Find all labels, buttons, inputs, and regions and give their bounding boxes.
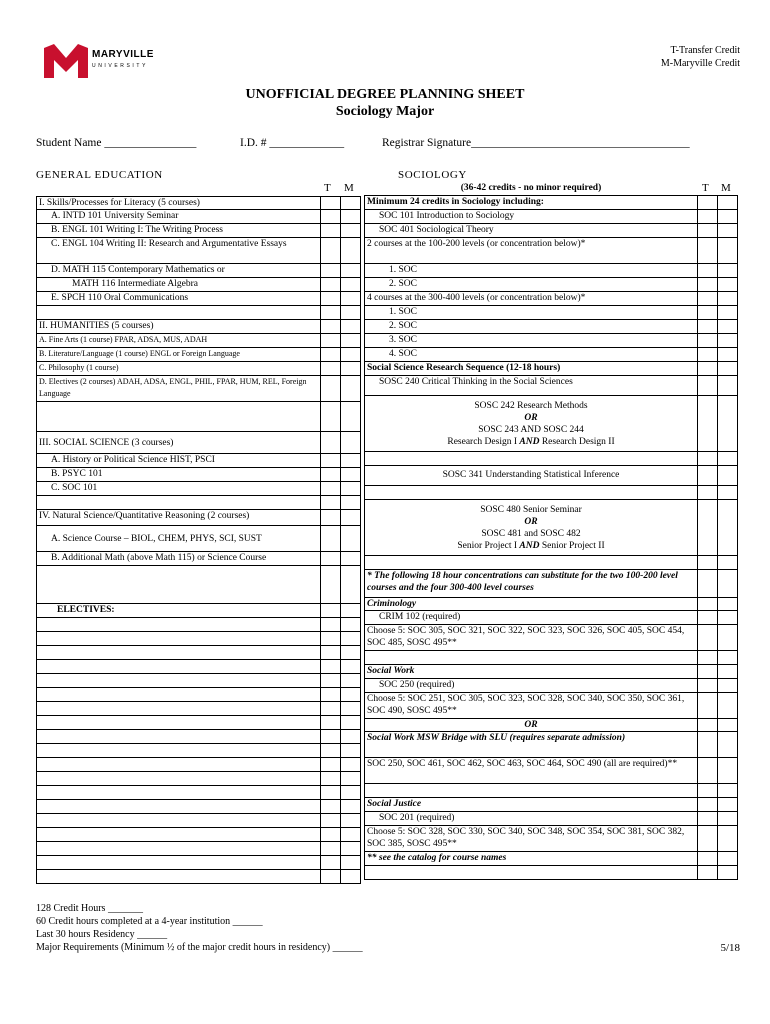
t-checkbox[interactable] [321,618,341,632]
credits-note: (36-42 credits - no minor required) [365,182,698,195]
m-checkbox[interactable] [718,555,738,569]
gen-ed-table [36,196,361,884]
left-m-header: M [344,182,354,194]
t-checkbox[interactable] [321,468,341,482]
m-checkbox[interactable] [718,237,738,263]
m-checkbox[interactable] [718,361,738,375]
t-checkbox[interactable] [698,650,718,664]
t-checkbox[interactable] [698,555,718,569]
t-checkbox[interactable] [321,482,341,496]
t-checkbox[interactable] [698,451,718,465]
m-checkbox[interactable] [341,842,361,856]
gen-ed-row: A. Fine Arts (1 course) FPAR, ADSA, MUS, ADAH [37,334,321,348]
title-line2: Sociology Major [335,104,435,119]
major-residency-line[interactable]: Major Requirements (Minimum ½ of the major credit hours in residency) ______ [36,942,363,953]
elective-row[interactable] [37,660,321,674]
soc-row: SOSC 341 Understanding Statistical Inference [365,465,698,485]
m-checkbox[interactable] [341,306,361,320]
t-checkbox[interactable] [321,376,341,402]
social-work-heading: Social Work [365,664,698,678]
research-design [367,436,695,448]
page-title [0,86,770,120]
t-checkbox[interactable] [698,395,718,451]
electives-heading: ELECTIVES: [37,604,321,618]
gen-ed-row: III. SOCIAL SCIENCE (3 courses) [37,432,321,454]
gen-ed-row [37,566,321,604]
m-checkbox[interactable] [718,624,738,650]
sosc242: SOSC 242 Research Methods [474,400,588,411]
t-checkbox[interactable] [321,604,341,618]
m-checkbox[interactable] [718,731,738,757]
m-checkbox[interactable] [718,597,738,610]
t-checkbox[interactable] [698,865,718,879]
m-checkbox[interactable] [718,333,738,347]
t-checkbox[interactable] [698,361,718,375]
m-checkbox[interactable] [341,238,361,264]
m-checkbox[interactable] [718,718,738,731]
t-checkbox[interactable] [698,624,718,650]
m-checkbox[interactable] [341,772,361,786]
m-checkbox[interactable] [341,702,361,716]
t-checkbox[interactable] [321,646,341,660]
t-checkbox[interactable] [321,402,341,432]
m-checkbox[interactable] [718,291,738,305]
m-checkbox[interactable] [718,825,738,851]
m-checkbox[interactable] [718,395,738,451]
gen-ed-row [37,306,321,320]
concentration-note: * The following 18 hour concentrations can substitute for the two 100-200 level courses and the four 300-400 level courses [365,569,698,597]
blank-row [365,783,698,797]
m-checkbox[interactable] [718,664,738,678]
t-checkbox[interactable] [321,800,341,814]
logo-name: MARYVILLE [92,49,154,60]
elective-row[interactable] [37,800,321,814]
gen-ed-row: MATH 116 Intermediate Algebra [37,278,321,292]
rd-part-b: Research Design II [541,436,615,447]
t-checkbox[interactable] [321,264,341,278]
t-checkbox[interactable] [321,454,341,468]
elective-row[interactable] [37,814,321,828]
t-checkbox[interactable] [321,362,341,376]
or-label: OR [524,412,538,423]
m-checkbox[interactable] [341,264,361,278]
gen-ed-row: B. PSYC 101 [37,468,321,482]
gen-ed-row: B. Literature/Language (1 course) ENGL or Foreign Language [37,348,321,362]
m-checkbox[interactable] [341,468,361,482]
residency-line[interactable]: Last 30 hours Residency ______ [36,929,168,940]
t-checkbox[interactable] [698,465,718,485]
m-checkbox[interactable] [341,482,361,496]
registrar-signature-field[interactable]: Registrar Signature______________________________________ [382,137,690,149]
m-checkbox[interactable] [341,210,361,224]
page-version: 5/18 [720,942,740,954]
m-checkbox[interactable] [718,451,738,465]
m-checkbox[interactable] [341,292,361,306]
elective-row[interactable] [37,758,321,772]
elective-row[interactable] [37,688,321,702]
m-checkbox[interactable] [341,646,361,660]
m-checkbox[interactable] [341,526,361,552]
m-checkbox[interactable] [341,758,361,772]
t-checkbox[interactable] [321,292,341,306]
credit-hours-line[interactable]: 128 Credit Hours _______ [36,903,143,914]
m-checkbox[interactable] [718,783,738,797]
credit-legend [661,44,740,70]
gen-ed-row: B. Additional Math (above Math 115) or Science Course [37,552,321,566]
soc-row: SOC 201 (required) [365,811,698,825]
senior-project [367,540,695,552]
soc-row: SOC 250 (required) [365,678,698,692]
sociology-heading: SOCIOLOGY [398,169,467,181]
m-checkbox[interactable] [341,688,361,702]
blank-cell [698,182,718,195]
m-checkbox[interactable] [341,730,361,744]
legend-maryville: M-Maryville Credit [660,58,740,69]
m-checkbox[interactable] [341,604,361,618]
m-checkbox[interactable] [718,678,738,692]
sociology-table [364,182,738,880]
m-checkbox[interactable] [341,566,361,604]
student-name-field[interactable]: Student Name ________________ [36,137,197,149]
t-checkbox[interactable] [698,209,718,223]
blank-row [365,650,698,664]
soc-row: Choose 5: SOC 305, SOC 321, SOC 322, SOC 323, SOC 326, SOC 405, SOC 454, SOC 485, SOSC 495** [365,624,698,650]
m-checkbox[interactable] [341,432,361,454]
t-checkbox[interactable] [698,485,718,499]
id-field[interactable]: I.D. # _____________ [240,137,345,149]
soc-row: 2 courses at the 100-200 levels (or concentration below)* [365,237,698,263]
m-checkbox[interactable] [341,674,361,688]
t-checkbox[interactable] [321,197,341,210]
gen-ed-row: B. ENGL 101 Writing I: The Writing Process [37,224,321,238]
m-checkbox[interactable] [341,402,361,432]
and-label: AND [519,540,540,551]
elective-row[interactable] [37,870,321,884]
t-checkbox[interactable] [698,333,718,347]
m-checkbox[interactable] [718,195,738,209]
t-checkbox[interactable] [698,375,718,395]
t-checkbox[interactable] [698,851,718,865]
t-checkbox[interactable] [321,238,341,264]
gen-ed-row: D. MATH 115 Contemporary Mathematics or [37,264,321,278]
and-label: AND [519,436,540,447]
m-checkbox[interactable] [341,348,361,362]
t-checkbox[interactable] [321,510,341,526]
m-checkbox[interactable] [718,485,738,499]
m-checkbox[interactable] [718,263,738,277]
t-checkbox[interactable] [321,320,341,334]
soc-row: 4 courses at the 300-400 levels (or concentration below)* [365,291,698,305]
t-checkbox[interactable] [698,664,718,678]
soc-row: Choose 5: SOC 328, SOC 330, SOC 340, SOC 348, SOC 354, SOC 381, SOC 382, SOC 385, SOSC 495** [365,825,698,851]
t-checkbox[interactable] [321,842,341,856]
m-checkbox[interactable] [341,828,361,842]
gen-ed-row [37,238,321,264]
m-checkbox[interactable] [718,347,738,361]
m-checkbox[interactable] [718,851,738,865]
soc-row: SOSC 240 Critical Thinking in the Social Sciences [365,375,698,395]
m-checkbox[interactable] [341,814,361,828]
m-checkbox[interactable] [718,277,738,291]
elective-row[interactable] [37,828,321,842]
t-checkbox[interactable] [321,688,341,702]
t-checkbox[interactable] [698,291,718,305]
t-checkbox[interactable] [321,856,341,870]
gen-ed-row: C. SOC 101 [37,482,321,496]
blank-row [365,865,698,879]
m-checkbox[interactable] [341,454,361,468]
soc-row: SOC 250, SOC 461, SOC 462, SOC 463, SOC 464, SOC 490 (all are required)** [365,757,698,783]
or-label: OR [524,516,538,527]
soc-upper-2[interactable]: 2. SOC [365,319,698,333]
elective-row[interactable] [37,744,321,758]
gen-ed-row: E. SPCH 110 Oral Communications [37,292,321,306]
msw-bridge-heading: Social Work MSW Bridge with SLU (requires separate admission) [365,731,698,757]
t-checkbox[interactable] [321,674,341,688]
m-checkbox[interactable] [718,465,738,485]
four-year-credits-line[interactable]: 60 Credit hours completed at a 4-year institution ______ [36,916,263,927]
m-checkbox[interactable] [718,610,738,624]
right-t-header: T [702,182,709,194]
t-checkbox[interactable] [321,730,341,744]
elective-row[interactable] [37,702,321,716]
right-m-header: M [721,182,731,194]
t-checkbox[interactable] [698,718,718,731]
senior-seminar-cell [365,499,698,555]
gen-ed-row: D. Electives (2 courses) ADAH, ADSA, ENGL, PHIL, FPAR, HUM, REL, Foreign Language [37,376,321,402]
blank-row [365,485,698,499]
t-checkbox[interactable] [321,334,341,348]
m-checkbox[interactable] [341,660,361,674]
t-checkbox[interactable] [321,210,341,224]
t-checkbox[interactable] [321,702,341,716]
t-checkbox[interactable] [321,758,341,772]
blank-cell [718,182,738,195]
soc-upper-3[interactable]: 3. SOC [365,333,698,347]
gen-ed-row-text: C. ENGL 104 Writing II: Research and Argumentative Essays [51,239,287,249]
t-checkbox[interactable] [321,772,341,786]
m-checkbox[interactable] [341,362,361,376]
t-checkbox[interactable] [321,632,341,646]
t-checkbox[interactable] [698,797,718,811]
gen-ed-row [37,496,321,510]
t-checkbox[interactable] [698,305,718,319]
m-checkbox[interactable] [718,223,738,237]
criminology-heading: Criminology [365,597,698,610]
gen-ed-row: A. Science Course – BIOL, CHEM, PHYS, SCI, SUST [37,526,321,552]
m-checkbox[interactable] [341,744,361,758]
research-sequence-heading: Social Science Research Sequence (12-18 hours) [365,361,698,375]
m-checkbox[interactable] [341,800,361,814]
t-checkbox[interactable] [698,692,718,718]
elective-row[interactable] [37,618,321,632]
m-checkbox[interactable] [718,375,738,395]
elective-row[interactable] [37,674,321,688]
soc-row: SOC 101 Introduction to Sociology [365,209,698,223]
gen-ed-row: A. History or Political Science HIST, PSCI [37,454,321,468]
t-checkbox[interactable] [698,783,718,797]
credit-summary [36,902,363,954]
t-checkbox[interactable] [321,786,341,800]
t-checkbox[interactable] [698,569,718,597]
m-checkbox[interactable] [341,552,361,566]
t-checkbox[interactable] [321,496,341,510]
m-checkbox[interactable] [718,811,738,825]
elective-row[interactable] [37,632,321,646]
social-justice-heading: Social Justice [365,797,698,811]
t-checkbox[interactable] [321,348,341,362]
m-checkbox[interactable] [341,224,361,238]
soc-upper-1[interactable]: 1. SOC [365,305,698,319]
soc-upper-4[interactable]: 4. SOC [365,347,698,361]
elective-row[interactable] [37,716,321,730]
m-checkbox[interactable] [718,209,738,223]
title-line1: UNOFFICIAL DEGREE PLANNING SHEET [245,87,525,102]
t-checkbox[interactable] [321,828,341,842]
t-checkbox[interactable] [698,237,718,263]
m-checkbox[interactable] [341,197,361,210]
m-checkbox[interactable] [341,334,361,348]
legend-transfer: T-Transfer Credit [670,45,740,56]
t-checkbox[interactable] [698,263,718,277]
m-checkbox[interactable] [341,320,361,334]
m-checkbox[interactable] [341,856,361,870]
rd-part-a: Research Design I [447,436,517,447]
m-checkbox[interactable] [718,865,738,879]
m-checkbox[interactable] [718,797,738,811]
elective-row[interactable] [37,856,321,870]
sp-part-a: Senior Project I [457,540,518,551]
t-checkbox[interactable] [698,678,718,692]
soc-row: SOC 401 Sociological Theory [365,223,698,237]
t-checkbox[interactable] [321,870,341,884]
sosc481: SOSC 481 and SOSC 482 [481,528,581,539]
t-checkbox[interactable] [698,757,718,783]
t-checkbox[interactable] [321,566,341,604]
gen-ed-row: A. INTD 101 University Seminar [37,210,321,224]
t-checkbox[interactable] [698,731,718,757]
t-checkbox[interactable] [321,278,341,292]
research-methods-cell [365,395,698,451]
t-checkbox[interactable] [698,277,718,291]
t-checkbox[interactable] [698,223,718,237]
t-checkbox[interactable] [321,744,341,758]
soc-row: Choose 5: SOC 251, SOC 305, SOC 323, SOC 328, SOC 340, SOC 350, SOC 361, SOC 490, SOSC 495** [365,692,698,718]
t-checkbox[interactable] [321,814,341,828]
catalog-note: ** see the catalog for course names [365,851,698,865]
m-checkbox[interactable] [718,569,738,597]
t-checkbox[interactable] [321,526,341,552]
m-checkbox[interactable] [341,618,361,632]
logo-subtitle: UNIVERSITY [92,63,149,69]
t-checkbox[interactable] [321,224,341,238]
gen-ed-row [37,402,321,432]
gen-ed-row: I. Skills/Processes for Literacy (5 courses) [37,197,321,210]
soc-lower-2[interactable]: 2. SOC [365,277,698,291]
elective-row[interactable] [37,646,321,660]
t-checkbox[interactable] [698,811,718,825]
t-checkbox[interactable] [698,499,718,555]
minimum-credits: Minimum 24 credits in Sociology including: [365,195,698,209]
m-checkbox[interactable] [718,650,738,664]
t-checkbox[interactable] [321,660,341,674]
m-checkbox[interactable] [341,716,361,730]
gen-ed-row: II. HUMANITIES (5 courses) [37,320,321,334]
t-checkbox[interactable] [321,306,341,320]
t-checkbox[interactable] [321,432,341,454]
t-checkbox[interactable] [321,716,341,730]
elective-row[interactable] [37,842,321,856]
m-checkbox[interactable] [341,786,361,800]
m-checkbox[interactable] [718,319,738,333]
soc-lower-1[interactable]: 1. SOC [365,263,698,277]
m-checkbox[interactable] [341,278,361,292]
m-checkbox[interactable] [341,496,361,510]
sosc480: SOSC 480 Senior Seminar [480,504,582,515]
m-checkbox[interactable] [341,376,361,402]
elective-row[interactable] [37,730,321,744]
m-checkbox[interactable] [341,870,361,884]
gen-ed-row: C. Philosophy (1 course) [37,362,321,376]
sp-part-b: Senior Project II [541,540,605,551]
t-checkbox[interactable] [698,825,718,851]
or-label: OR [365,718,698,731]
t-checkbox[interactable] [698,319,718,333]
m-checkbox[interactable] [718,305,738,319]
gen-ed-heading: GENERAL EDUCATION [36,169,163,181]
gen-ed-row: IV. Natural Science/Quantitative Reasoning (2 courses) [37,510,321,526]
elective-row[interactable] [37,772,321,786]
t-checkbox[interactable] [698,597,718,610]
soc-row: CRIM 102 (required) [365,610,698,624]
t-checkbox[interactable] [321,552,341,566]
blank-row [365,451,698,465]
m-checkbox[interactable] [718,499,738,555]
m-checkbox[interactable] [718,757,738,783]
left-t-header: T [324,182,331,194]
blank-row [365,555,698,569]
t-checkbox[interactable] [698,610,718,624]
m-checkbox[interactable] [718,692,738,718]
elective-row[interactable] [37,786,321,800]
sosc243: SOSC 243 AND SOSC 244 [478,424,584,435]
t-checkbox[interactable] [698,195,718,209]
m-checkbox[interactable] [341,510,361,526]
t-checkbox[interactable] [698,347,718,361]
m-checkbox[interactable] [341,632,361,646]
